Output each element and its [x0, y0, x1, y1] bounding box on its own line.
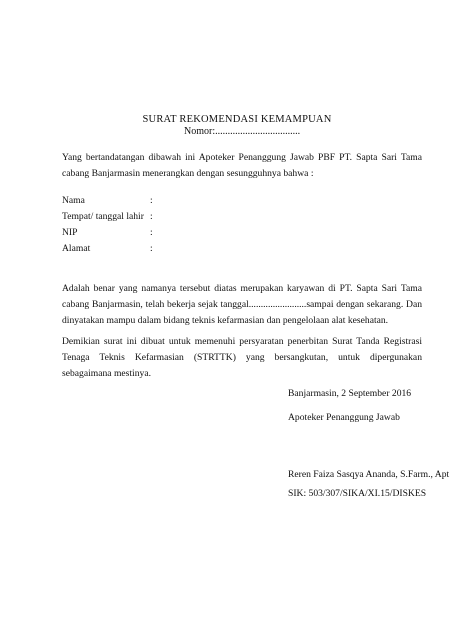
field-colon: : [150, 227, 153, 238]
opening-line: Yang bertandatangan dibawah ini Apoteker Penanggung Jawab PBF PT. Sapta Sari Tama [62, 152, 422, 163]
field-colon: : [150, 211, 153, 222]
field-colon: : [150, 195, 153, 206]
field-label-tempat-tanggal-lahir: Tempat/ tanggal lahir [62, 211, 144, 222]
field-label-nama: Nama [62, 195, 85, 206]
closing-line: Tenaga Teknis Kefarmasian (STRTTK) yang bersangkutan, untuk dipergunakan [62, 352, 422, 363]
statement-line: cabang Banjarmasin, telah bekerja sejak tanggal........................sampai dengan sekarang. Dan [62, 299, 422, 310]
letter-title: SURAT REKOMENDASI KEMAMPUAN [142, 114, 332, 125]
statement-line: dinyatakan mampu dalam bidang teknis kefarmasian dan pengelolaan alat kesehatan. [62, 315, 389, 326]
signatory-title: Apoteker Penanggung Jawab [288, 412, 400, 423]
field-label-nip: NIP [62, 227, 78, 238]
opening-line: cabang Banjarmasin menerangkan dengan sesungguhnya bahwa : [62, 168, 314, 179]
closing-line: Demikian surat ini dibuat untuk memenuhi persyaratan penerbitan Surat Tanda Registrasi [62, 336, 422, 347]
letter-number: Nomor:.................................. [184, 126, 301, 137]
signatory-name: Reren Faiza Sasqya Ananda, S.Farm., Apt [288, 469, 450, 480]
place-date: Banjarmasin, 2 September 2016 [288, 388, 412, 399]
signatory-sik: SIK: 503/307/SIKA/XI.15/DISKES [288, 488, 427, 499]
closing-paragraph [62, 334, 422, 382]
field-label-alamat: Alamat [62, 243, 91, 254]
field-colon: : [150, 243, 153, 254]
statement-line: Adalah benar yang namanya tersebut diatas merupakan karyawan di PT. Sapta Sari Tama [62, 283, 422, 294]
opening-paragraph [62, 150, 422, 182]
closing-line: sebagaimana mestinya. [62, 368, 151, 379]
statement-paragraph [62, 281, 422, 329]
